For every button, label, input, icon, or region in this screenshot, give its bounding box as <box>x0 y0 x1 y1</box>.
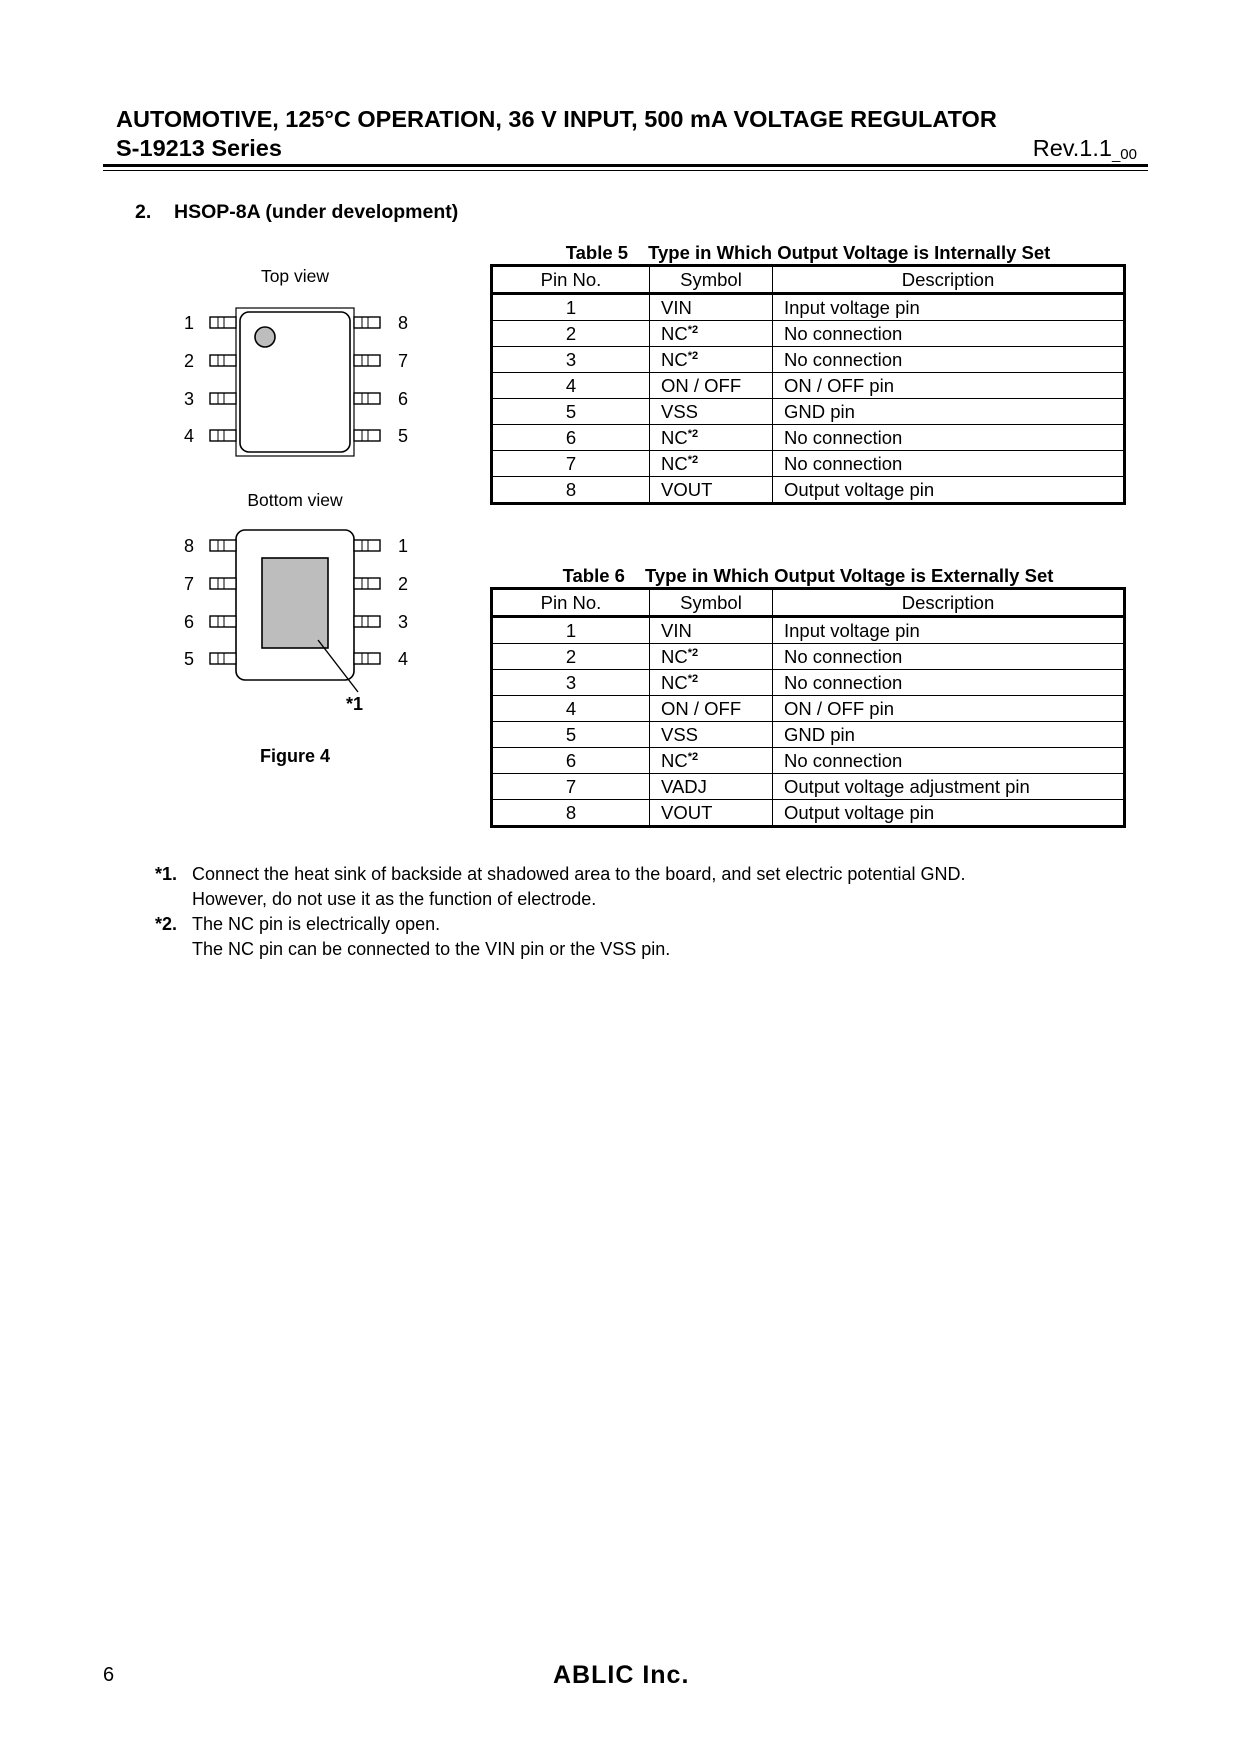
package-lead <box>210 616 236 627</box>
package-lead <box>210 355 236 366</box>
description-cell: No connection <box>773 670 1125 696</box>
footnote-mark: *1. <box>155 864 178 884</box>
description-cell: No connection <box>773 321 1125 347</box>
footnote-reference: *2 <box>687 750 699 763</box>
footnote-line <box>155 862 965 887</box>
description-cell: No connection <box>773 644 1125 670</box>
column-header-pin-no: Pin No. <box>492 589 650 617</box>
column-header-pin-no: Pin No. <box>492 266 650 294</box>
pin-number-cell: 4 <box>492 696 650 722</box>
symbol-cell <box>650 425 773 451</box>
pin-number-cell: 2 <box>492 644 650 670</box>
pin-number-cell: 3 <box>492 347 650 373</box>
footnotes <box>155 862 965 962</box>
symbol-cell <box>650 748 773 774</box>
package-lead <box>210 540 236 551</box>
pin-number-cell: 1 <box>492 617 650 644</box>
description-cell: GND pin <box>773 722 1125 748</box>
footnote-text: The NC pin is electrically open. <box>192 914 441 934</box>
column-header-symbol: Symbol <box>650 589 773 617</box>
footnote-text: However, do not use it as the function of electrode. <box>192 889 597 909</box>
footnote-reference: *2 <box>687 349 699 362</box>
table6-number: Table 6 <box>562 565 625 586</box>
bottom-view-label: Bottom view <box>247 490 343 510</box>
top-right-pin-number: 8 <box>398 313 409 333</box>
table-row <box>492 774 1125 800</box>
symbol-text: NC <box>661 322 688 344</box>
column-header-symbol: Symbol <box>650 266 773 294</box>
document-title: AUTOMOTIVE, 125°C OPERATION, 36 V INPUT, 500 mA VOLTAGE REGULATOR <box>116 106 997 132</box>
pin-number-cell: 1 <box>492 294 650 321</box>
pin-number-cell: 5 <box>492 722 650 748</box>
package-lead <box>354 317 380 328</box>
footnote-text: Connect the heat sink of backside at shadowed area to the board, and set electric potential GND. <box>192 864 966 884</box>
symbol-text: NC <box>661 749 688 771</box>
description-cell: Output voltage pin <box>773 800 1125 827</box>
table-row <box>492 748 1125 774</box>
symbol-text: NC <box>661 671 688 693</box>
description-cell: No connection <box>773 425 1125 451</box>
table-header-row <box>492 266 1125 294</box>
bottom-left-pin-number: 7 <box>184 574 195 594</box>
pin-number-cell: 5 <box>492 399 650 425</box>
table-row <box>492 451 1125 477</box>
table6-title: Type in Which Output Voltage is Externally Set <box>644 565 1054 586</box>
table-row <box>492 425 1125 451</box>
symbol-text: VOUT <box>661 478 713 500</box>
top-left-pin-number: 4 <box>184 426 195 446</box>
package-lead <box>210 393 236 404</box>
footnote-reference: *2 <box>687 672 699 685</box>
symbol-cell <box>650 774 773 800</box>
symbol-cell <box>650 347 773 373</box>
symbol-text: VADJ <box>661 775 707 797</box>
symbol-cell <box>650 722 773 748</box>
company-logo: ABLIC Inc. <box>553 1661 690 1689</box>
pin-number-cell: 8 <box>492 477 650 504</box>
revision-main: Rev.1.1 <box>1032 135 1112 161</box>
symbol-text: VIN <box>661 296 692 318</box>
pin-number-cell: 7 <box>492 774 650 800</box>
table-row <box>492 644 1125 670</box>
package-lead <box>354 578 380 589</box>
top-view-label: Top view <box>260 266 330 286</box>
column-header-description: Description <box>773 266 1125 294</box>
symbol-text: NC <box>661 348 688 370</box>
footnote-reference: *2 <box>687 453 699 466</box>
symbol-text: NC <box>661 645 688 667</box>
symbol-cell <box>650 644 773 670</box>
table-header-row <box>492 589 1125 617</box>
header-rule-thin <box>103 170 1148 171</box>
footnote-text: The NC pin can be connected to the VIN pin or the VSS pin. <box>192 939 671 959</box>
table6-pin-table <box>490 587 1126 828</box>
top-right-pin-number: 6 <box>398 389 409 409</box>
top-left-pin-number: 2 <box>184 351 195 371</box>
heatsink-shaded-area <box>262 558 328 648</box>
package-lead <box>210 317 236 328</box>
bottom-right-pin-number: 1 <box>398 536 409 556</box>
section-heading: HSOP-8A (under development) <box>174 201 459 223</box>
table-row <box>492 696 1125 722</box>
table-row <box>492 800 1125 827</box>
pin-number-cell: 8 <box>492 800 650 827</box>
heatsink-callout: *1 <box>346 694 364 714</box>
symbol-text: ON / OFF <box>661 697 742 719</box>
top-right-pin-number: 7 <box>398 351 409 371</box>
table-row <box>492 722 1125 748</box>
table-row <box>492 321 1125 347</box>
symbol-text: VIN <box>661 619 692 641</box>
page-number: 6 <box>103 1664 115 1686</box>
package-lead <box>354 616 380 627</box>
table5-title: Type in Which Output Voltage is Internally Set <box>648 242 1051 263</box>
section-number: 2. <box>135 201 152 223</box>
section-title <box>135 201 458 224</box>
symbol-cell <box>650 800 773 827</box>
symbol-text: VSS <box>661 723 699 745</box>
top-right-pin-number: 5 <box>398 426 409 446</box>
symbol-text: VOUT <box>661 801 713 823</box>
footnote-reference: *2 <box>687 427 699 440</box>
package-lead <box>354 430 380 441</box>
table-row <box>492 373 1125 399</box>
bottom-view-package <box>236 530 358 692</box>
symbol-cell <box>650 373 773 399</box>
footnote-line <box>155 887 965 912</box>
header-rule-thick <box>103 164 1148 167</box>
table-row <box>492 399 1125 425</box>
description-cell: No connection <box>773 347 1125 373</box>
symbol-cell <box>650 670 773 696</box>
package-lead <box>354 653 380 664</box>
top-view-package <box>236 308 354 456</box>
table5-pin-table <box>490 264 1126 505</box>
bottom-left-pin-number: 8 <box>184 536 195 556</box>
top-left-pin-number: 1 <box>184 313 195 333</box>
top-left-pin-number: 3 <box>184 389 195 409</box>
revision-label <box>1033 135 1137 163</box>
pin-number-cell: 7 <box>492 451 650 477</box>
symbol-cell <box>650 294 773 321</box>
symbol-cell <box>650 477 773 504</box>
symbol-text: NC <box>661 452 688 474</box>
bottom-right-pin-number: 4 <box>398 649 409 669</box>
table5-number: Table 5 <box>565 242 629 263</box>
symbol-cell <box>650 399 773 425</box>
bottom-left-pin-number: 5 <box>184 649 195 669</box>
bottom-right-pin-number: 2 <box>398 574 409 594</box>
description-cell: Input voltage pin <box>773 294 1125 321</box>
revision-sub: _00 <box>1111 146 1137 163</box>
footnote-reference: *2 <box>687 323 699 336</box>
package-lead <box>354 393 380 404</box>
table-row <box>492 294 1125 321</box>
table6-caption <box>490 565 1126 587</box>
symbol-cell <box>650 321 773 347</box>
footnote-line <box>155 937 965 962</box>
pin-number-cell: 4 <box>492 373 650 399</box>
table5-caption <box>490 242 1126 264</box>
figure-caption: Figure 4 <box>259 746 330 766</box>
description-cell: ON / OFF pin <box>773 696 1125 722</box>
hsop-8a-package-drawing <box>150 290 440 720</box>
description-cell: Input voltage pin <box>773 617 1125 644</box>
description-cell: Output voltage adjustment pin <box>773 774 1125 800</box>
footnote-mark: *2. <box>155 914 178 934</box>
description-cell: GND pin <box>773 399 1125 425</box>
bottom-left-pin-number: 6 <box>184 612 195 632</box>
table-row <box>492 670 1125 696</box>
pin1-marker-icon <box>255 327 275 347</box>
bottom-right-pin-number: 3 <box>398 612 409 632</box>
symbol-text: VSS <box>661 400 699 422</box>
pin-number-cell: 6 <box>492 425 650 451</box>
footnote-line <box>155 912 965 937</box>
pin-number-cell: 6 <box>492 748 650 774</box>
pin-number-cell: 2 <box>492 321 650 347</box>
footnote-reference: *2 <box>687 646 699 659</box>
description-cell: Output voltage pin <box>773 477 1125 504</box>
symbol-cell <box>650 696 773 722</box>
package-lead <box>210 653 236 664</box>
symbol-cell <box>650 617 773 644</box>
package-lead <box>354 355 380 366</box>
package-lead <box>210 430 236 441</box>
series-name: S-19213 Series <box>116 135 282 161</box>
pin-number-cell: 3 <box>492 670 650 696</box>
table-row <box>492 617 1125 644</box>
symbol-cell <box>650 451 773 477</box>
column-header-description: Description <box>773 589 1125 617</box>
description-cell: No connection <box>773 451 1125 477</box>
package-lead <box>354 540 380 551</box>
package-lead <box>210 578 236 589</box>
table-row <box>492 477 1125 504</box>
description-cell: ON / OFF pin <box>773 373 1125 399</box>
table-row <box>492 347 1125 373</box>
symbol-text: NC <box>661 426 688 448</box>
symbol-text: ON / OFF <box>661 374 742 396</box>
description-cell: No connection <box>773 748 1125 774</box>
